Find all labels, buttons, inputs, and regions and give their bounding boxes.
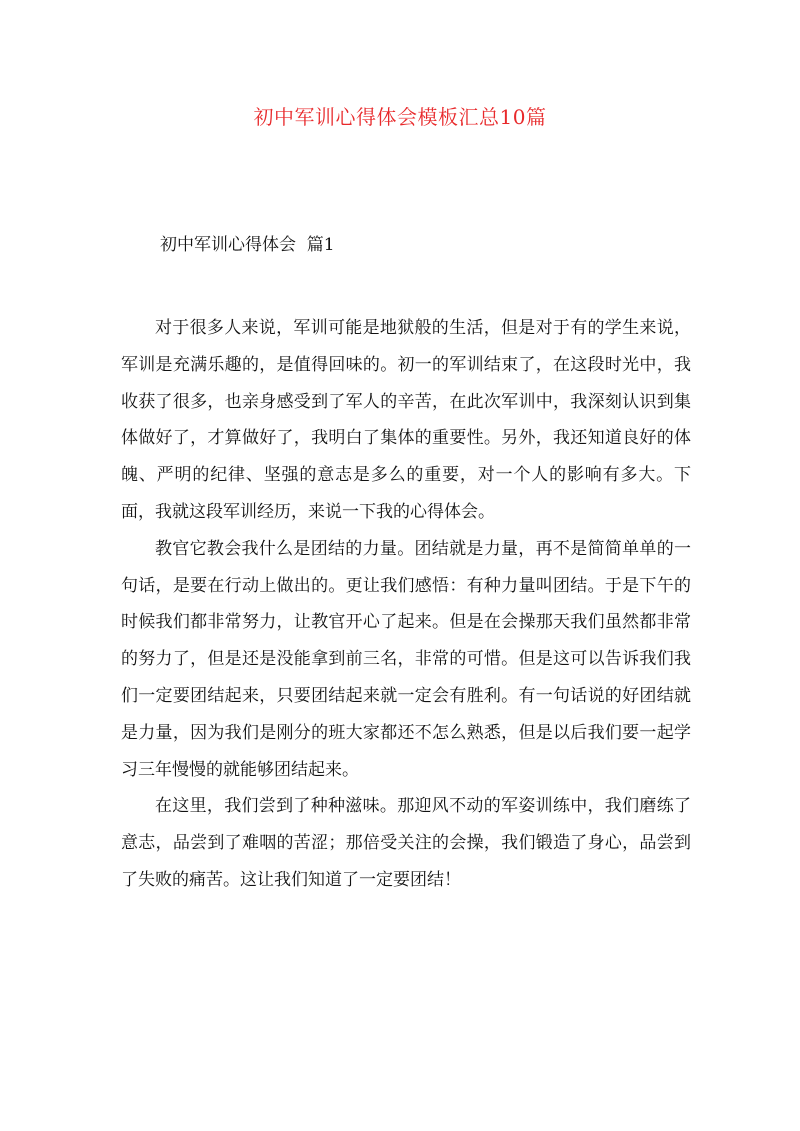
paragraph: 教官它教会我什么是团结的力量。团结就是力量，再不是简简单单的一句话，是要在行动上做出的。更让我们感悟：有种力量叫团结。于是下午的时候我们都非常努力，让教官开心了起来。但是在会操那天我们虽然都非常的努力了，但是还是没能拿到前三名，非常的可惜。但是这可以告诉我们我们一定要团结起来，只要团结起来就一定会有胜利。有一句话说的好团结就是力量，因为我们是刚分的班大家都还不怎么熟悉，但是以后我们要一起学习三年慢慢的就能够团结起来。 — [121, 538, 691, 780]
paragraph: 对于很多人来说，军训可能是地狱般的生活，但是对于有的学生来说，军训是充满乐趣的，是值得回味的。初一的军训结束了，在这段时光中，我收获了很多，也亲身感受到了军人的辛苦，在此次军训中，我深刻认识到集体做好了，才算做好了，我明白了集体的重要性。另外，我还知道良好的体魄、严明的纪律、坚强的意志是多么的重要，对一个人的影响有多大。下面，我就这段军训经历，来说一下我的心得体会。 — [121, 318, 691, 522]
document-body — [121, 310, 691, 899]
paragraph: 在这里，我们尝到了种种滋味。那迎风不动的军姿训练中，我们磨练了意志，品尝到了难咽的苦涩；那倍受关注的会操，我们锻造了身心，品尝到了失败的痛苦。这让我们知道了一定要团结！ — [121, 796, 691, 890]
document-title: 初中军训心得体会模板汇总10篇 — [253, 105, 547, 129]
section-heading: 初中军训心得体会 篇1 — [160, 235, 335, 255]
